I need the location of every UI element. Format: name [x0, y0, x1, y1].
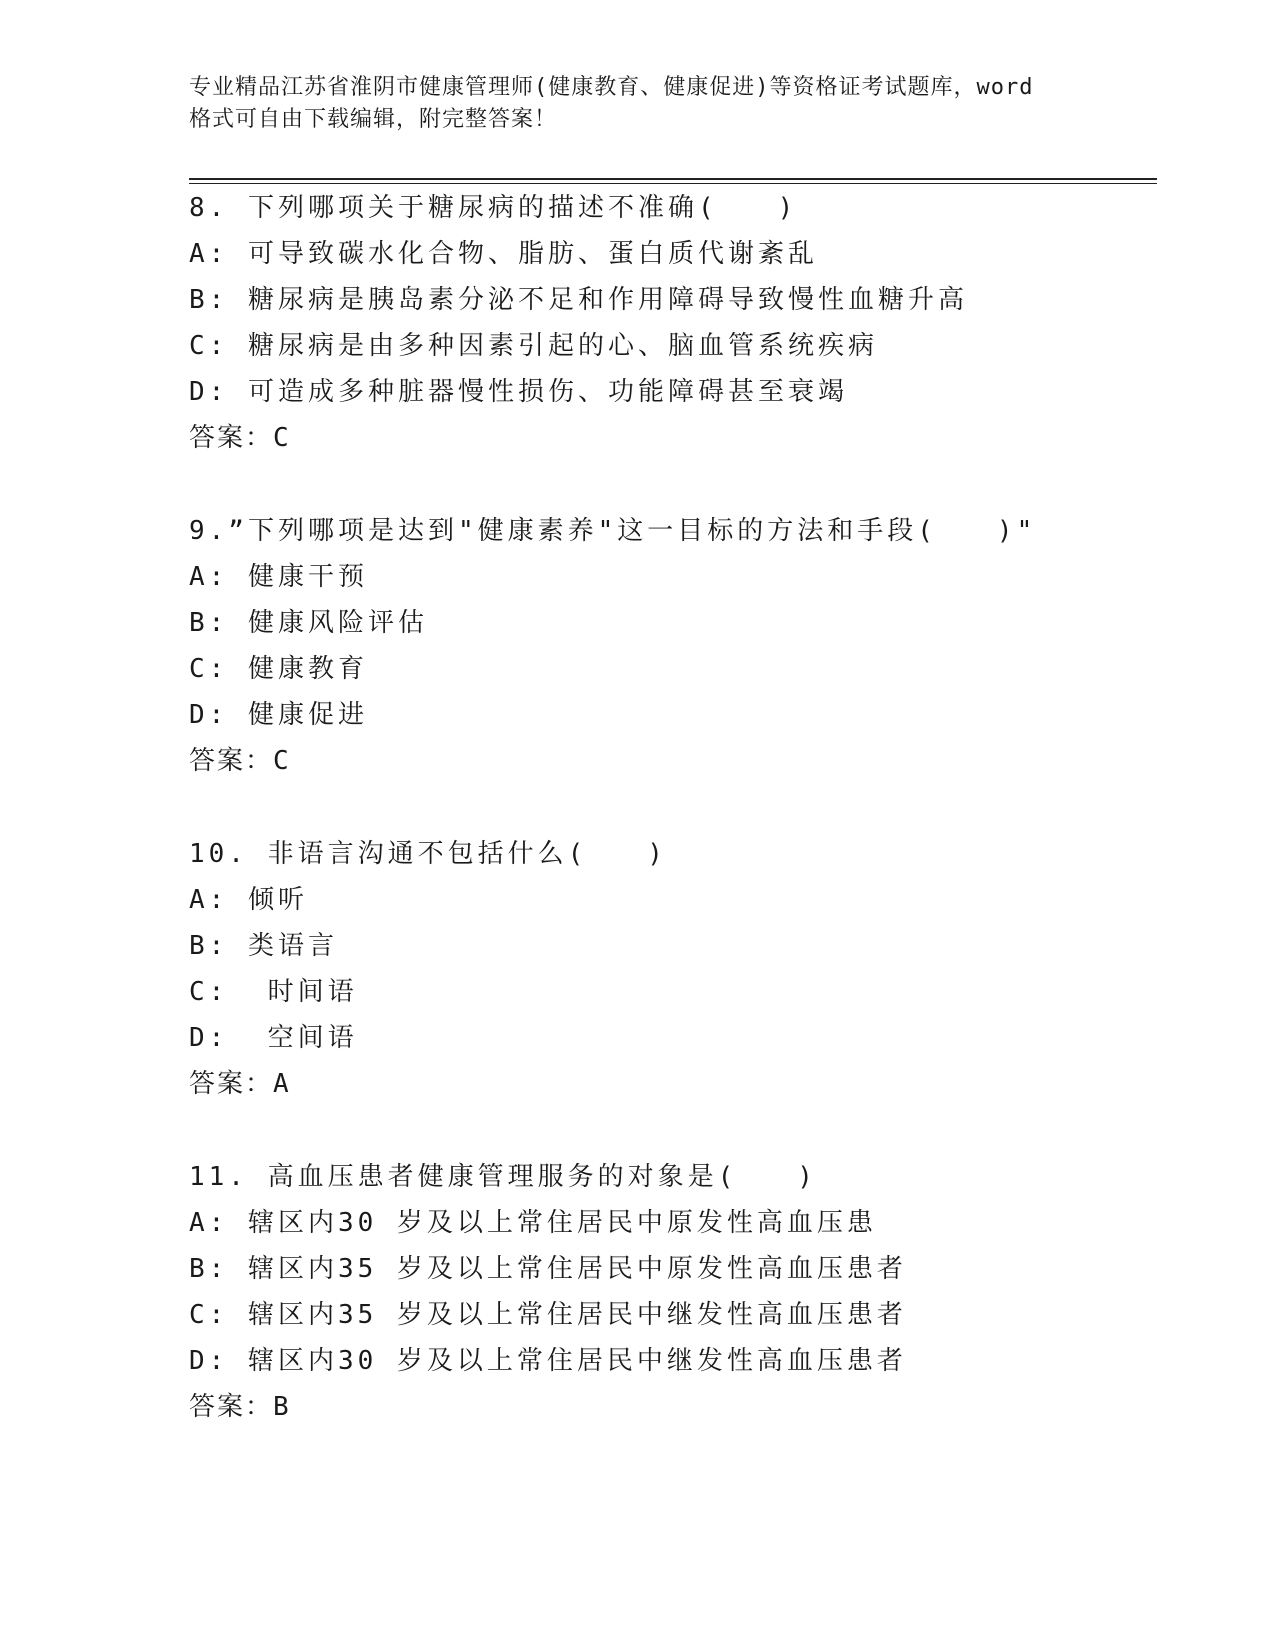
option-a: A: 倾听 — [189, 885, 308, 915]
option-b: B: 类语言 — [189, 931, 338, 961]
answer-label: 答案： — [189, 1392, 274, 1422]
option-d: D: 空间语 — [189, 1023, 358, 1053]
option-a: A: 健康干预 — [189, 562, 368, 592]
option-a: A: 可导致碳水化合物、脂肪、蛋白质代谢紊乱 — [189, 239, 818, 269]
option-b: B: 辖区内35 岁及以上常住居民中原发性高血压患者 — [189, 1254, 907, 1284]
answer — [189, 415, 1169, 461]
question-stem: 8. 下列哪项关于糖尿病的描述不准确( ) — [189, 193, 798, 223]
option-b: B: 糖尿病是胰岛素分泌不足和作用障碍导致慢性血糖升高 — [189, 285, 968, 315]
question-10 — [189, 831, 1169, 1107]
question-stem: 10. 非语言沟通不包括什么( ) — [189, 839, 667, 869]
document-header — [189, 72, 1089, 136]
question-stem: 9.”下列哪项是达到"健康素养"这一目标的方法和手段( )" — [189, 516, 1037, 546]
option-c: C: 健康教育 — [189, 654, 368, 684]
answer-value: A — [273, 1069, 289, 1099]
question-11 — [189, 1154, 1169, 1430]
option-b: B: 健康风险评估 — [189, 608, 428, 638]
answer-value: B — [273, 1392, 289, 1422]
option-c: C: 糖尿病是由多种因素引起的心、脑血管系统疾病 — [189, 331, 878, 361]
header-divider-thin — [189, 183, 1157, 184]
answer-value: C — [273, 423, 289, 453]
answer-label: 答案： — [189, 1069, 274, 1099]
header-line-1: 专业精品江苏省淮阴市健康管理师(健康教育、健康促进)等资格证考试题库，word — [189, 75, 1034, 100]
answer-label: 答案： — [189, 746, 274, 776]
option-c: C: 时间语 — [189, 977, 358, 1007]
option-d: D: 可造成多种脏器慢性损伤、功能障碍甚至衰竭 — [189, 377, 848, 407]
answer-label: 答案： — [189, 423, 274, 453]
option-c: C: 辖区内35 岁及以上常住居民中继发性高血压患者 — [189, 1300, 907, 1330]
question-9 — [189, 508, 1169, 784]
option-d: D: 健康促进 — [189, 700, 368, 730]
option-d: D: 辖区内30 岁及以上常住居民中继发性高血压患者 — [189, 1346, 907, 1376]
header-divider-thick — [189, 178, 1157, 180]
answer — [189, 1061, 1169, 1107]
question-8 — [189, 185, 1169, 461]
answer — [189, 738, 1169, 784]
question-stem: 11. 高血压患者健康管理服务的对象是( ) — [189, 1162, 817, 1192]
option-a: A: 辖区内30 岁及以上常住居民中原发性高血压患 — [189, 1208, 877, 1238]
header-line-2: 格式可自由下载编辑，附完整答案！ — [189, 107, 558, 132]
answer-value: C — [273, 746, 289, 776]
answer — [189, 1384, 1169, 1430]
